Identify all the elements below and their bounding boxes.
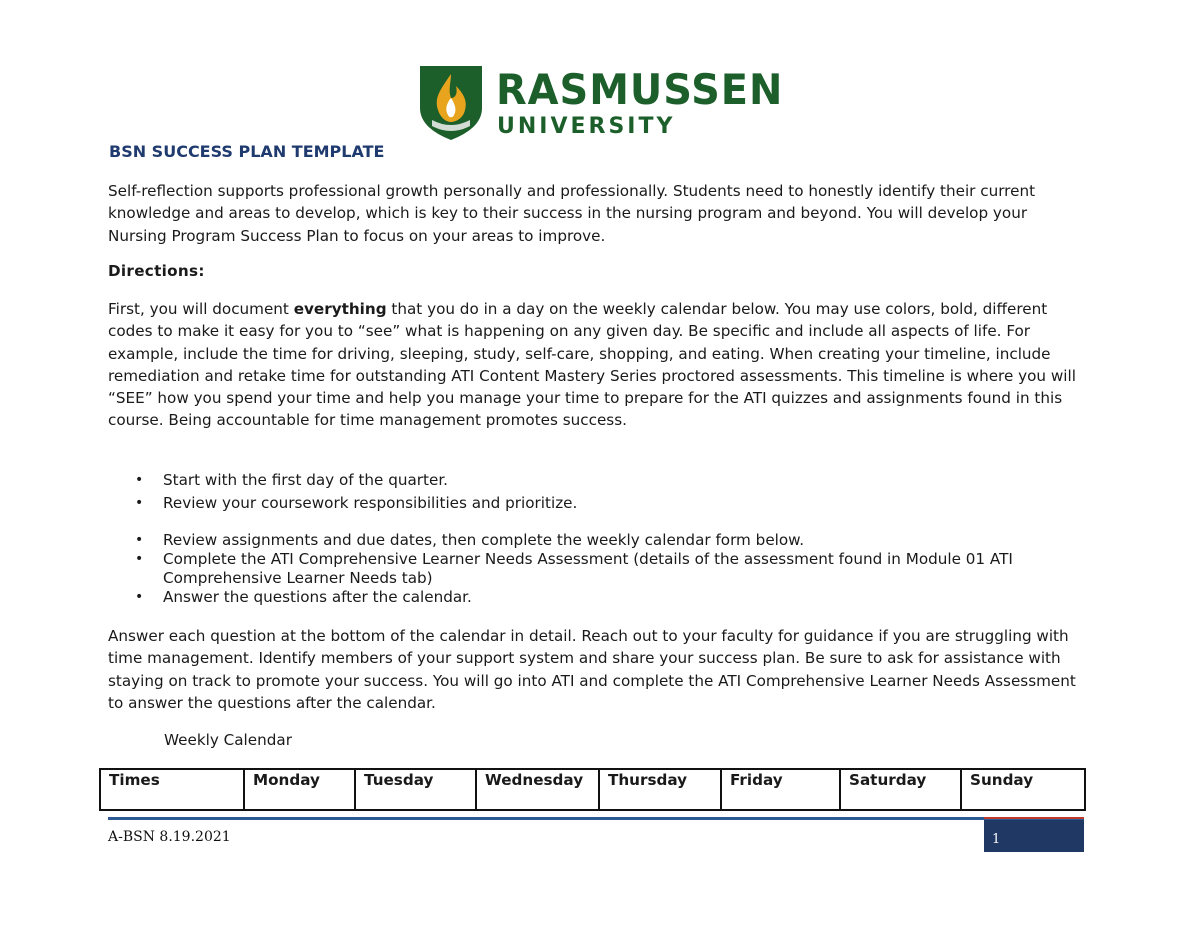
directions-emphasis: everything: [293, 300, 387, 318]
calendar-label: Weekly Calendar: [164, 731, 292, 749]
list-item: [135, 550, 1095, 588]
list-item: [135, 471, 1095, 490]
list-item: [135, 588, 1095, 607]
university-logo: [418, 64, 788, 144]
table-header-row: [100, 769, 1085, 810]
intro-paragraph: Self-reflection supports professional growth personally and professionally. Students need to honestly identify their current knowledge and areas to develop, which is key to their success in the nursing program and beyond. You will develop your Nursing Program Success Plan to focus on your areas to improve.: [108, 182, 1036, 245]
closing-paragraph: Answer each question at the bottom of the calendar in detail. Reach out to your faculty for guidance if you are struggling with time management. Identify members of your support system and share your success plan. Be sure to ask for assistance with staying on track to promote your success. You will go into ATI and complete the ATI Comprehensive Learner Needs Assessment to answer the questions after the calendar.: [108, 627, 1076, 712]
header-tuesday: Tuesday: [355, 769, 476, 810]
bullet-icon: •: [135, 532, 144, 548]
bullet-icon: •: [135, 551, 144, 567]
bullet-list-1: [135, 471, 1095, 517]
footer-divider: [108, 817, 1084, 820]
footer-accent-line: [984, 817, 1084, 819]
directions-lead: First, you will document: [108, 300, 294, 318]
bullet-icon: •: [135, 589, 144, 605]
logo-wordmark-rasmussen: RASMUSSEN: [496, 65, 784, 114]
header-wednesday: Wednesday: [476, 769, 599, 810]
list-item-text: Review your coursework responsibilities and prioritize.: [163, 494, 578, 512]
header-saturday: Saturday: [840, 769, 961, 810]
list-item-text: Start with the first day of the quarter.: [163, 471, 449, 489]
page-number-box: [984, 820, 1084, 852]
list-item-text: Complete the ATI Comprehensive Learner Needs Assessment (details of the assessment found in Module 01 ATI Comprehensive Learner Needs tab): [163, 550, 1013, 587]
footer-version: A-BSN 8.19.2021: [108, 829, 231, 845]
header-monday: Monday: [244, 769, 355, 810]
directions-paragraph: [108, 298, 1088, 432]
list-item-text: Review assignments and due dates, then complete the weekly calendar form below.: [163, 531, 805, 549]
page-number: 1: [992, 832, 1001, 847]
document-title: BSN SUCCESS PLAN TEMPLATE: [109, 142, 385, 161]
bullet-list-2: [135, 531, 1095, 607]
directions-heading: Directions:: [108, 262, 205, 280]
header-times: Times: [100, 769, 244, 810]
header-sunday: Sunday: [961, 769, 1085, 810]
header-thursday: Thursday: [599, 769, 721, 810]
bullet-icon: •: [135, 495, 144, 511]
header-friday: Friday: [721, 769, 840, 810]
shield-flame-icon: [418, 64, 484, 142]
list-item: [135, 531, 1095, 550]
logo-wordmark-university: UNIVERSITY: [497, 114, 676, 139]
directions-rest: that you do in a day on the weekly calendar below. You may use colors, bold, different codes to make it easy for you to “see” what is happening on any given day. Be specific and include all aspects of life. For example, include the time for driving, sleeping, study, self-care, shopping, and eating. When creating your timeline, include remediation and retake time for outstanding ATI Content Mastery Series proctored assessments. This timeline is where you will “SEE” how you spend your time and help you manage your time to prepare for the ATI quizzes and assignments found in this course. Being accountable for time management promotes success.: [108, 300, 1076, 430]
weekly-calendar-table: [99, 768, 1086, 811]
list-item-text: Answer the questions after the calendar.: [163, 588, 472, 606]
bullet-icon: •: [135, 472, 144, 488]
list-item: [135, 494, 1095, 513]
